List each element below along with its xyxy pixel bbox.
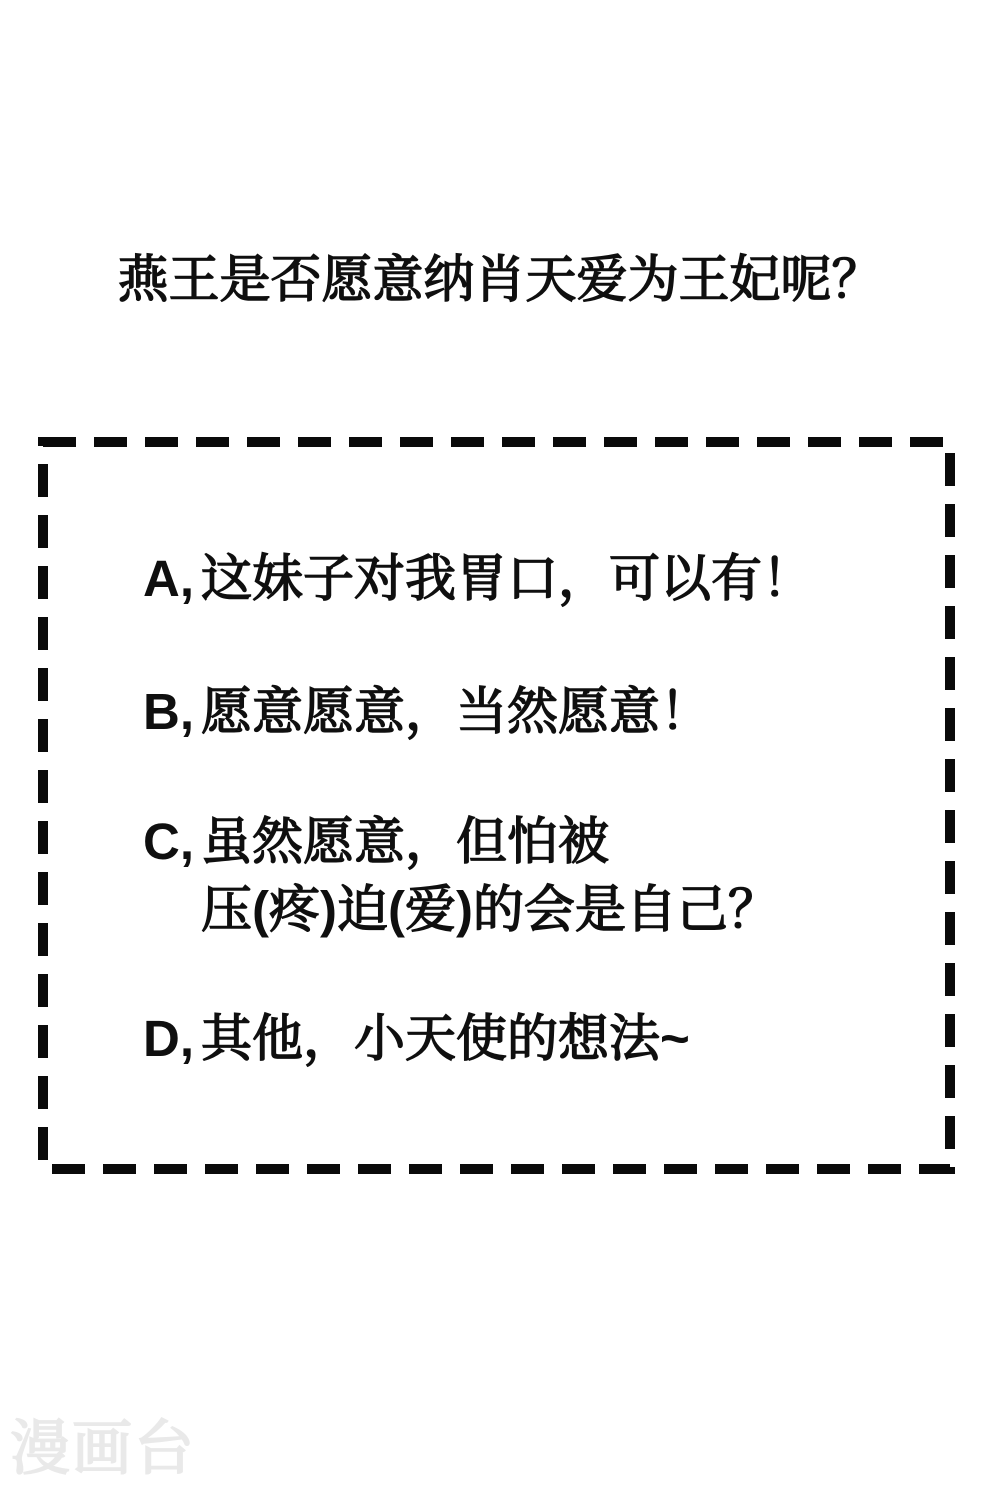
poll-option-b [143,678,711,746]
poll-question: 燕王是否愿意纳肖天爱为王妃呢？ [117,251,883,308]
option-letter: C, [143,813,194,870]
watermark-logo: 漫画台 [10,1415,196,1482]
option-letter: B, [143,683,194,740]
option-text [201,545,813,613]
option-text [201,1005,690,1073]
option-letter: D, [143,1010,194,1067]
option-text-line: 虽然愿意，但怕被 [201,813,610,870]
poll-option-a [143,545,813,613]
poll-option-c [143,808,779,944]
option-text [201,678,711,746]
option-text-line: 其他，小天使的想法~ [201,1010,690,1067]
option-text-line: 这妹子对我胃口，可以有！ [201,550,814,607]
poll-option-d [143,1005,690,1073]
option-text-line: 愿意愿意，当然愿意！ [201,683,712,740]
option-text [201,808,779,944]
option-letter: A, [143,550,194,607]
option-text-line: 压(疼)迫(爱)的会是自己？ [201,881,779,938]
